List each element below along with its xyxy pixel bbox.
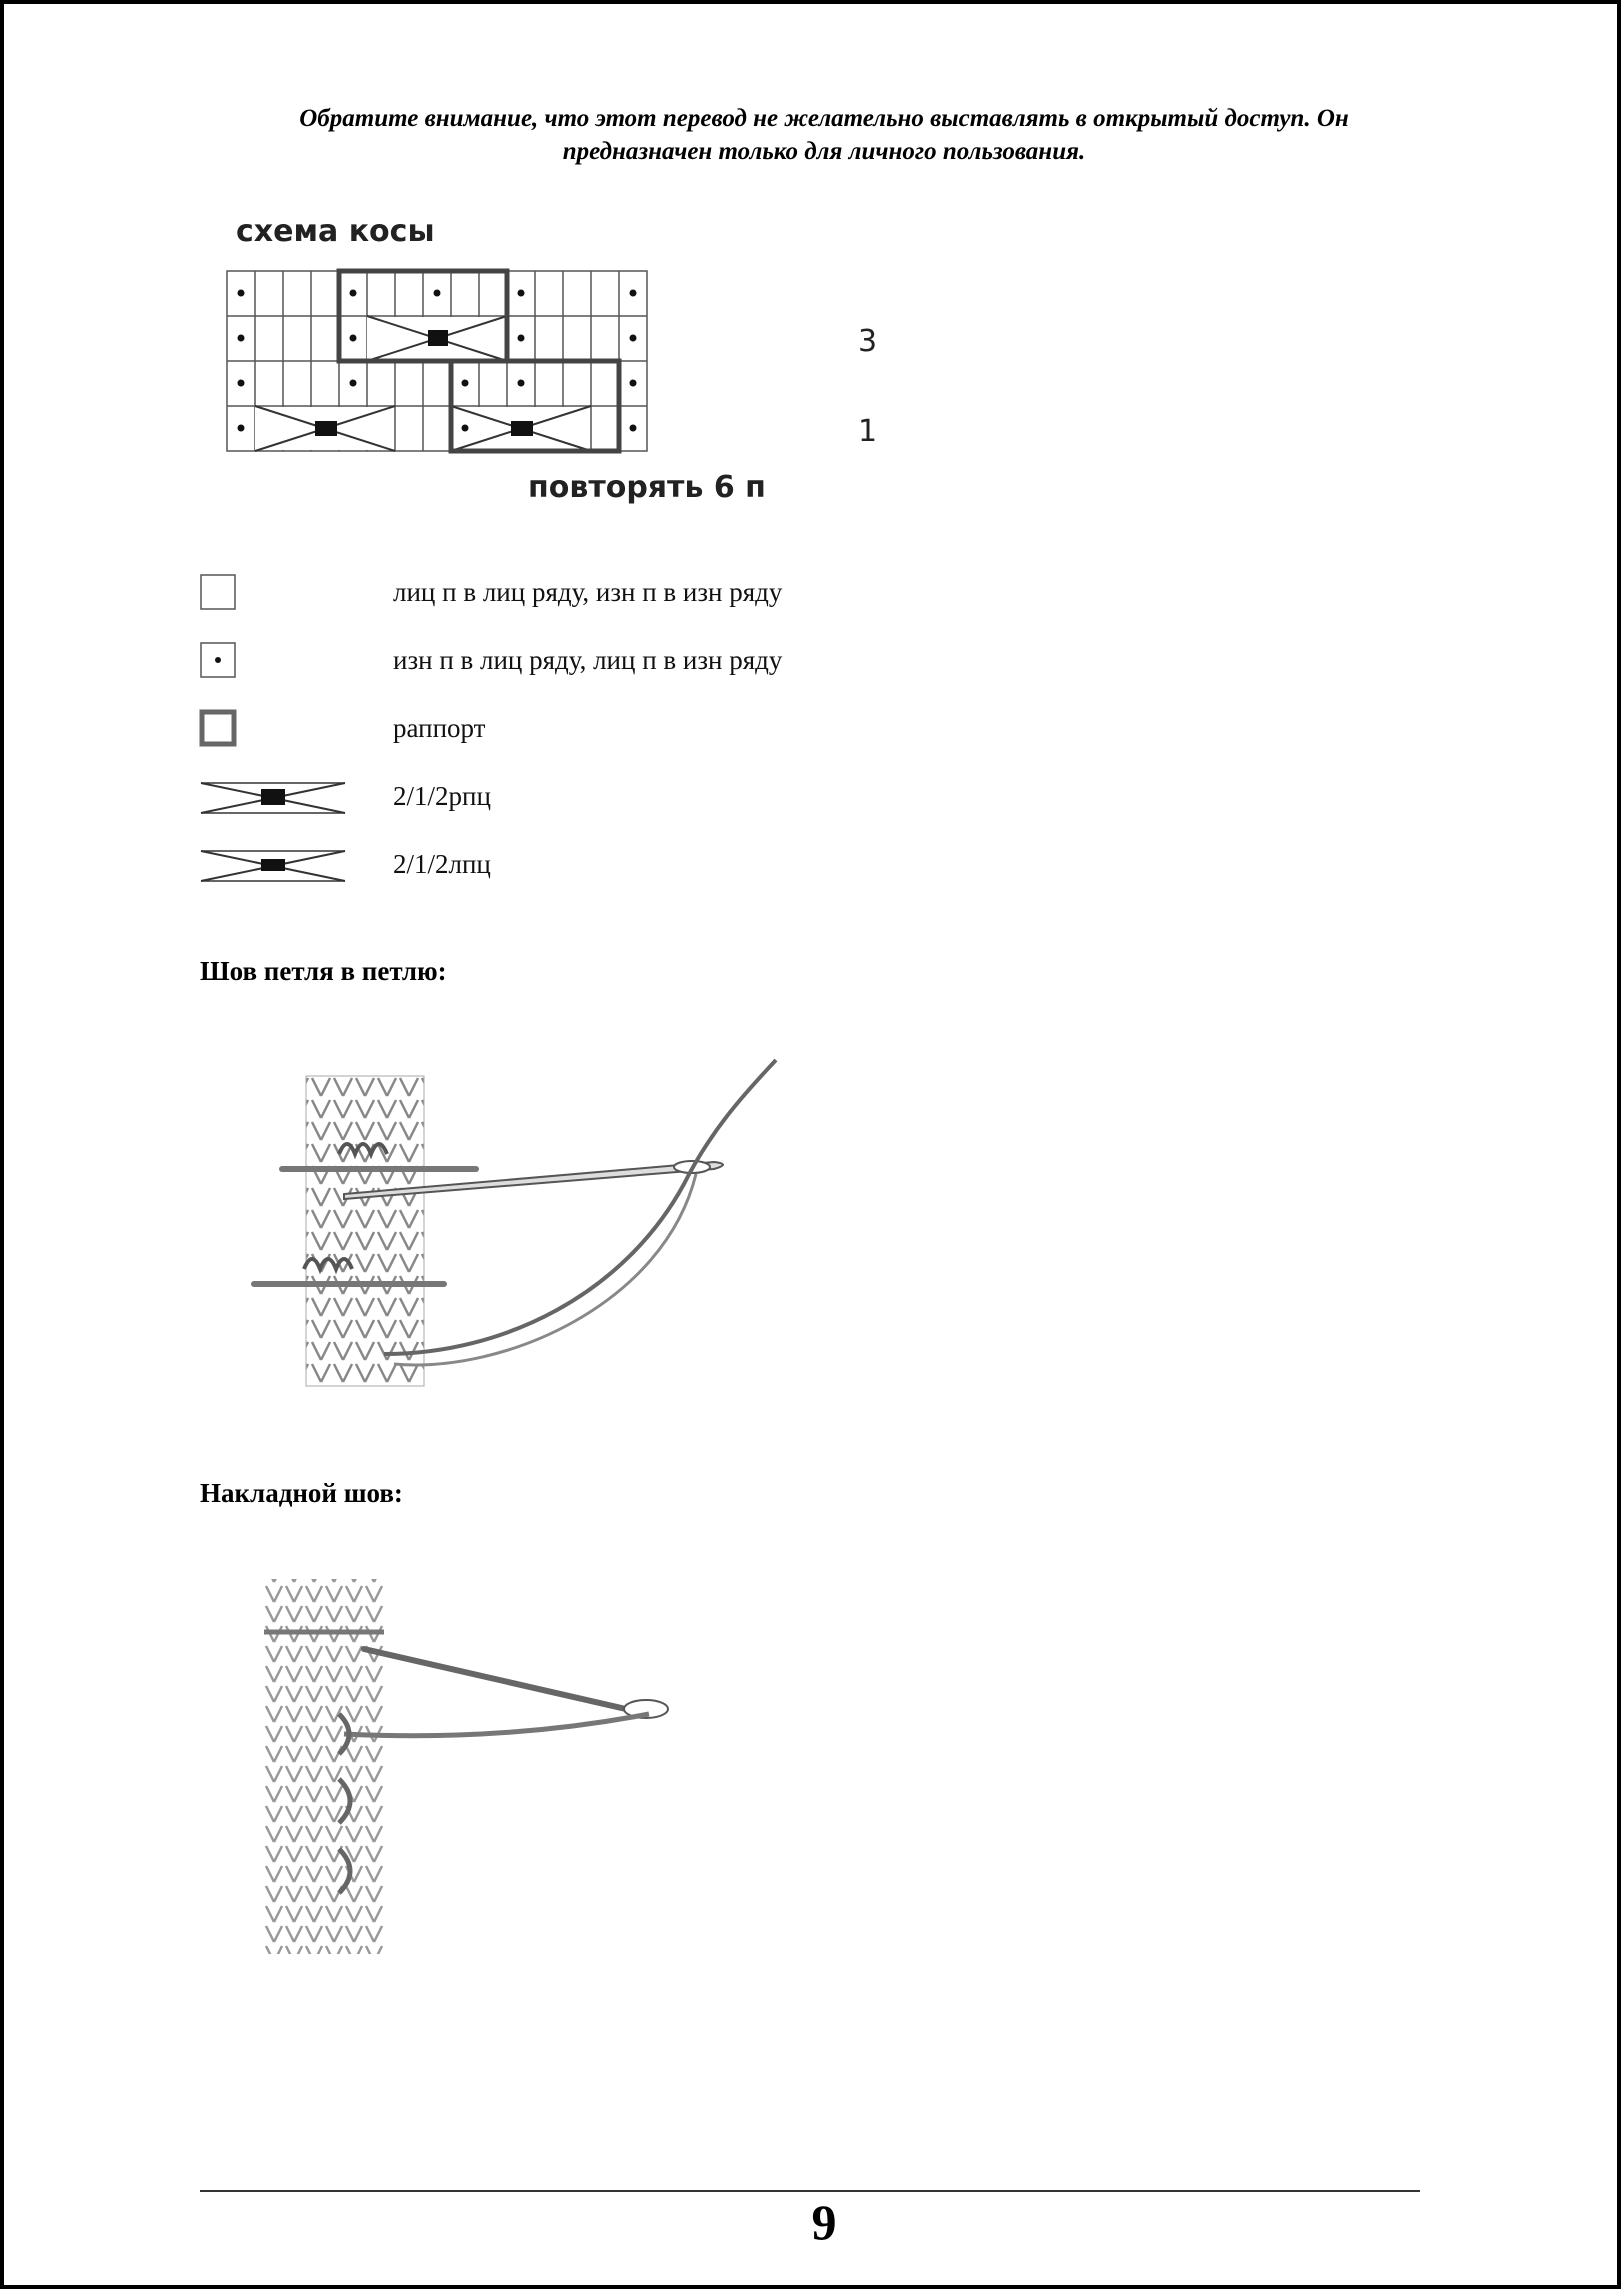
notice-line-1: Обратите внимание, что этот перевод не желательно выставлять в открытый доступ. Он <box>299 105 1349 132</box>
legend-item-purl <box>199 641 999 681</box>
page-number: 9 <box>811 2194 837 2250</box>
private-use-notice <box>204 102 1444 168</box>
legend-item-repeat <box>199 709 999 749</box>
purl-dot-square-icon <box>199 641 339 681</box>
overlay-seam-heading: Накладной шов: <box>200 1478 403 1508</box>
overlay-seam-illustration <box>244 1564 674 1964</box>
repeat-box-icon <box>199 709 339 749</box>
cable-right-icon <box>199 777 349 817</box>
legend-item-cable-right <box>199 777 999 817</box>
cable-chart <box>222 266 902 466</box>
cable-chart-title: схема косы <box>236 214 435 249</box>
legend-text-purl: изн п в лиц ряду, лиц п в изн ряду <box>393 645 783 675</box>
legend-text-repeat: раппорт <box>393 713 486 743</box>
notice-line-2: предназначен только для личного пользования. <box>562 138 1086 165</box>
row-number-1: 1 <box>858 414 878 449</box>
legend-text-cable-left: 2/1/2лпц <box>393 849 491 879</box>
legend-item-cable-left <box>199 845 999 885</box>
legend-text-knit: лиц п в лиц ряду, изн п в изн ряду <box>393 577 783 607</box>
legend-item-knit <box>199 573 999 613</box>
cable-left-icon <box>199 845 349 885</box>
repeat-label: повторять 6 п <box>528 470 766 505</box>
legend-text-cable-right: 2/1/2рпц <box>393 781 491 811</box>
kitchener-stitch-heading: Шов петля в петлю: <box>200 956 447 986</box>
knit-square-icon <box>199 573 339 613</box>
kitchener-stitch-illustration <box>244 1054 784 1404</box>
row-number-3: 3 <box>858 324 878 359</box>
